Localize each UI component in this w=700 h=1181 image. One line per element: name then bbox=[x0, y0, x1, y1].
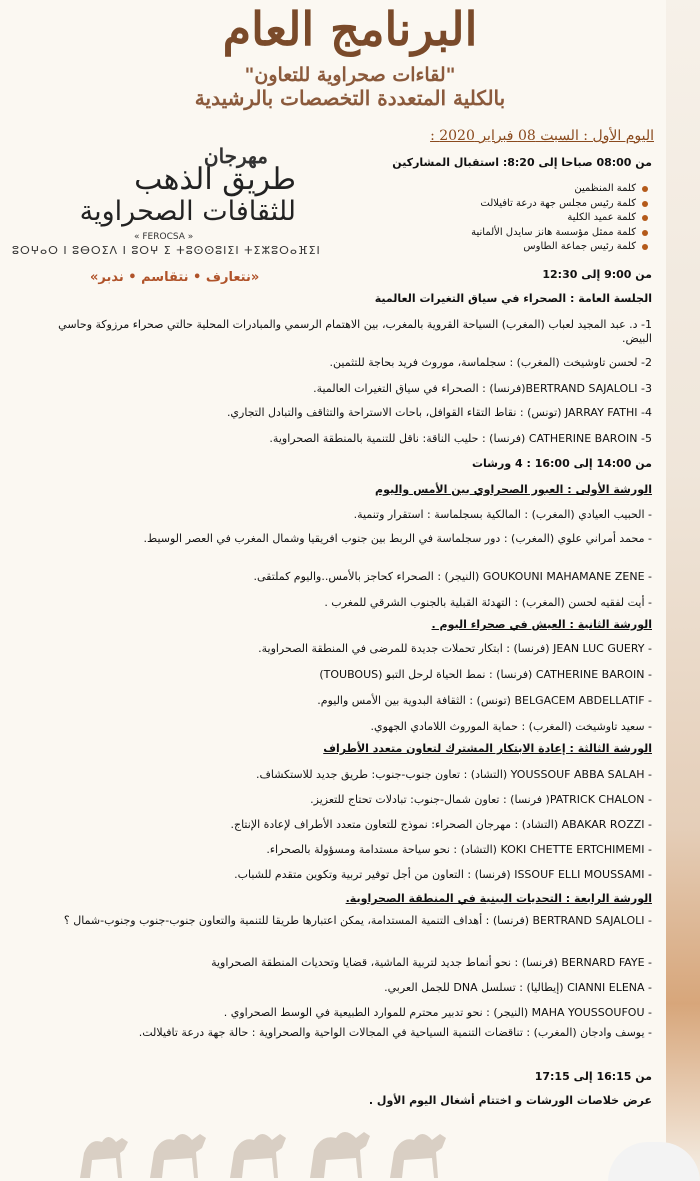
list-item: 1- د. عبد المجيد لعباب (المغرب) السياحة القروية بالمغرب، بين الاهتمام الرسمي والمبادرات المحلية حالتي صحراء مرزوكة وحاسي البيض. bbox=[58, 318, 652, 345]
list-item: - CIANNI ELENA (إيطاليا) : تسلسل DNA للجمل العربي. bbox=[384, 981, 652, 994]
logo-line: للثقافات الصحراوية bbox=[79, 196, 296, 227]
closing-text: عرض خلاصات الورشات و اختتام أشغال اليوم الأول . bbox=[368, 1094, 652, 1107]
list-item: كلمة رئيس مجلس جهة درعة تافيلالت bbox=[471, 197, 648, 212]
list-item: - PATRICK CHALON( فرنسا) : تعاون شمال-جنوب: تبادلات تحتاج للتعزيز. bbox=[310, 793, 652, 806]
decorative-band bbox=[666, 0, 700, 1181]
logo-line: طريق الذهب bbox=[134, 162, 296, 197]
list-item: - ABAKAR ROZZI (التشاد) : مهرجان الصحراء: نموذج للتعاون متعدد الأطراف لإعادة الإنتاج. bbox=[230, 818, 652, 831]
logo-line: مهرجان bbox=[203, 144, 268, 168]
plenary-time: من 9:00 إلى 12:30 bbox=[542, 268, 652, 281]
list-item: 2- لحسن تاوشيخت (المغرب) : سجلماسة، موروث فريد بحاجة للتثمين. bbox=[329, 356, 652, 369]
list-item: - الحبيب العيادي (المغرب) : المالكية بسجلماسة : استقرار وتنمية. bbox=[353, 508, 652, 521]
event-subtitle: "لقاءات صحراوية للتعاون" bbox=[244, 64, 456, 86]
closing-time: من 16:15 إلى 17:15 bbox=[534, 1070, 652, 1083]
logo-tifinagh: ⵓⵔⵖⴰⵔ ⵏ ⵓⴱⵔⵉⴷ ⵏ ⵓⵔⵖ ⵉ ⵜⵓⵙⵙⵓⵏⵉⵏ ⵜⵉⵣⵓⵔⴰⴼⵉⵏ bbox=[12, 244, 321, 257]
list-item: 4- JARRAY FATHI (تونس) : نقاط التقاء القوافل، باحات الاستراحة والتثاقف والتبادل التجاري. bbox=[226, 406, 652, 419]
day-title: اليوم الأول : السبت 08 فبراير 2020 : bbox=[430, 128, 654, 144]
list-item: - BERNARD FAYE (فرنسا) : نحو أنماط جديد لتربية الماشية، قضايا وتحديات المنطقة الصحراوية bbox=[211, 956, 652, 969]
list-item: كلمة عميد الكلية bbox=[471, 211, 648, 226]
logo-slogan: «نتعارف • نتقاسم • ندبر» bbox=[90, 270, 260, 285]
venue-subtitle: بالكلية المتعددة التخصصات بالرشيدية bbox=[194, 86, 506, 110]
workshop-2-title: الورشة الثانية : العيش في صحراء اليوم . bbox=[431, 618, 652, 631]
list-item: كلمة ممثل مؤسسة هانز سايدل الألمانية bbox=[471, 226, 648, 241]
list-item: 3- BERTRAND SAJALOLI(فرنسا) : الصحراء في سياق التغيرات العالمية. bbox=[313, 382, 652, 395]
list-item: - CATHERINE BAROIN (فرنسا) : نمط الحياة لرحل التبو (TOUBOUS) bbox=[319, 668, 652, 681]
list-item: كلمة رئيس جماعة الطاوس bbox=[471, 240, 648, 255]
afternoon-time: من 14:00 إلى 16:00 : 4 ورشات bbox=[471, 457, 652, 470]
list-item: - GOUKOUNI MAHAMANE ZENE (النيجر) : الصحراء كحاجز بالأمس..واليوم كملتقى. bbox=[253, 570, 652, 583]
workshop-3-title: الورشة الثالثة : إعادة الابتكار المشترك لتعاون متعدد الأطراف bbox=[323, 742, 652, 755]
list-item: - سعيد تاوشيخت (المغرب) : حماية الموروث اللامادي الجهوي. bbox=[370, 720, 652, 733]
list-item: - أيت لفقيه لحسن (المغرب) : التهدئة القبلية بالجنوب الشرقي للمغرب . bbox=[324, 596, 652, 609]
list-item: - JEAN LUC GUERY (فرنسا) : ابتكار تحملات جديدة للمرضى في المنطقة الصحراوية. bbox=[258, 642, 652, 655]
festival-logo bbox=[10, 140, 360, 305]
list-item: - YOUSSOUF ABBA SALAH (التشاد) : تعاون جنوب-جنوب: طريق جديد للاستكشاف. bbox=[255, 768, 652, 781]
workshop-4-title: الورشة الرابعة : التحديات البينية في المنطقة الصحراوية. bbox=[345, 892, 652, 905]
list-item: - BERTRAND SAJALOLI (فرنسا) : أهداف التنمية المستدامة، يمكن اعتبارها طريقا للتنمية والتعاون جنوب-جنوب وجنوب-شمال ؟ bbox=[63, 914, 652, 927]
list-item: - محمد أمراني علوي (المغرب) : دور سجلماسة في الربط بين جنوب افريقيا وشمال المغرب في العصر الوسيط. bbox=[143, 532, 652, 545]
speeches-list bbox=[471, 182, 648, 255]
camel-caravan-illustration bbox=[70, 1108, 470, 1181]
list-item: - MAHA YOUSSOUFOU (النيجر) : نحو تدبير محترم للموارد الطبيعية في الوسط الصحراوي . bbox=[223, 1006, 652, 1019]
list-item: - BELGACEM ABDELLATIF (تونس) : الثقافة البدوية بين الأمس واليوم. bbox=[317, 694, 652, 707]
list-item: كلمة المنظمين bbox=[471, 182, 648, 197]
list-item: - ISSOUF ELLI MOUSSAMI (فرنسا) : التعاون من أجل توفير تربية وتكوين متقدم للشباب. bbox=[234, 868, 652, 881]
list-item: - يوسف وادجان (المغرب) : تناقضات التنمية السياحية في المجالات الواحية والصحراوية : حالة جهة درعة تافيلالت. bbox=[138, 1026, 652, 1039]
workshop-1-title: الورشة الأولى : العبور الصحراوي بين الأمس واليوم bbox=[375, 483, 652, 496]
list-item: 5- CATHERINE BAROIN (فرنسا) : حليب الناقة: ناقل للتنمية بالمنطقة الصحراوية. bbox=[269, 432, 652, 445]
page-title: البرنامج العام bbox=[222, 2, 478, 56]
welcome-line: من 08:00 صباحا إلى 8:20: استقبال المشاركين bbox=[392, 156, 652, 169]
list-item: - KOKI CHETTE ERTCHIMEMI (التشاد) : نحو سياحة مستدامة ومسؤولة بالصحراء. bbox=[266, 843, 652, 856]
logo-acronym: « FEROCSA » bbox=[134, 232, 194, 242]
plenary-title: الجلسة العامة : الصحراء في سياق التغيرات العالمية bbox=[374, 292, 652, 305]
